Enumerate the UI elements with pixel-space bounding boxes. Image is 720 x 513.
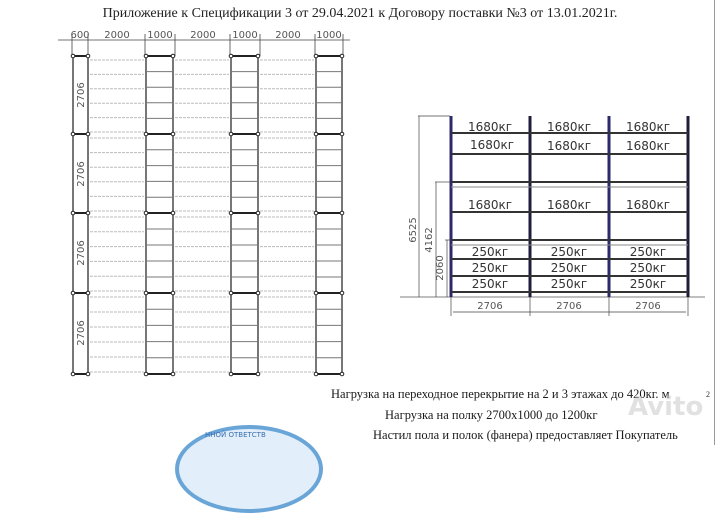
note-decking: Настил пола и полок (фанера) предоставляет Покупатель [373, 428, 678, 442]
plan-dim-top: 2000 [190, 30, 216, 41]
plan-dim-top: 600 [70, 30, 90, 41]
note-floor-load-superscript: 2 [706, 390, 710, 399]
height-dim-floor2: 4162 [424, 227, 435, 253]
bay-width-dim: 2706 [556, 301, 582, 312]
load-label: 250кг [471, 277, 509, 291]
plan-dim-top: 1000 [316, 30, 342, 41]
load-label: 250кг [550, 245, 588, 259]
load-label: 1680кг [625, 139, 671, 153]
plan-dim-top: 2000 [275, 30, 301, 41]
plan-dim-top: 2000 [104, 30, 130, 41]
bay-width-dim: 2706 [635, 301, 661, 312]
load-label: 1680кг [625, 198, 671, 212]
load-label: 250кг [629, 261, 667, 275]
avito-watermark: Avito [628, 392, 704, 422]
load-label: 250кг [629, 277, 667, 291]
load-label: 1680кг [546, 139, 592, 153]
plan-dim-side: 2706 [76, 320, 87, 346]
load-label: 1680кг [625, 120, 671, 134]
plan-dim-side: 2706 [76, 240, 87, 266]
plan-dim-top: 1000 [232, 30, 258, 41]
load-label: 250кг [471, 261, 509, 275]
load-label: 1680кг [467, 120, 513, 134]
height-dim-total: 6525 [408, 217, 419, 243]
load-label: 1680кг [546, 120, 592, 134]
stamp-text: ННОЙ ОТВЕТСТВ [205, 431, 266, 439]
note-shelf-load: Нагрузка на полку 2700х1000 до 1200кг [385, 408, 598, 422]
load-label: 250кг [550, 261, 588, 275]
load-label: 250кг [629, 245, 667, 259]
load-label: 1680кг [546, 198, 592, 212]
plan-dim-side: 2706 [76, 161, 87, 187]
load-label: 1680кг [469, 138, 515, 152]
bay-width-dim: 2706 [477, 301, 503, 312]
load-label: 1680кг [467, 198, 513, 212]
plan-dim-side: 2706 [76, 82, 87, 108]
document-title: Приложение к Спецификации 3 от 29.04.2021 к Договору поставки №3 от 13.01.2021г. [102, 6, 618, 21]
note-floor-load: Нагрузка на переходное перекрытие на 2 и 3 этажах до 420кг. м [331, 387, 670, 401]
plan-dim-top: 1000 [147, 30, 173, 41]
load-label: 250кг [471, 245, 509, 259]
height-dim-floor1: 2060 [435, 255, 446, 281]
load-label: 250кг [550, 277, 588, 291]
